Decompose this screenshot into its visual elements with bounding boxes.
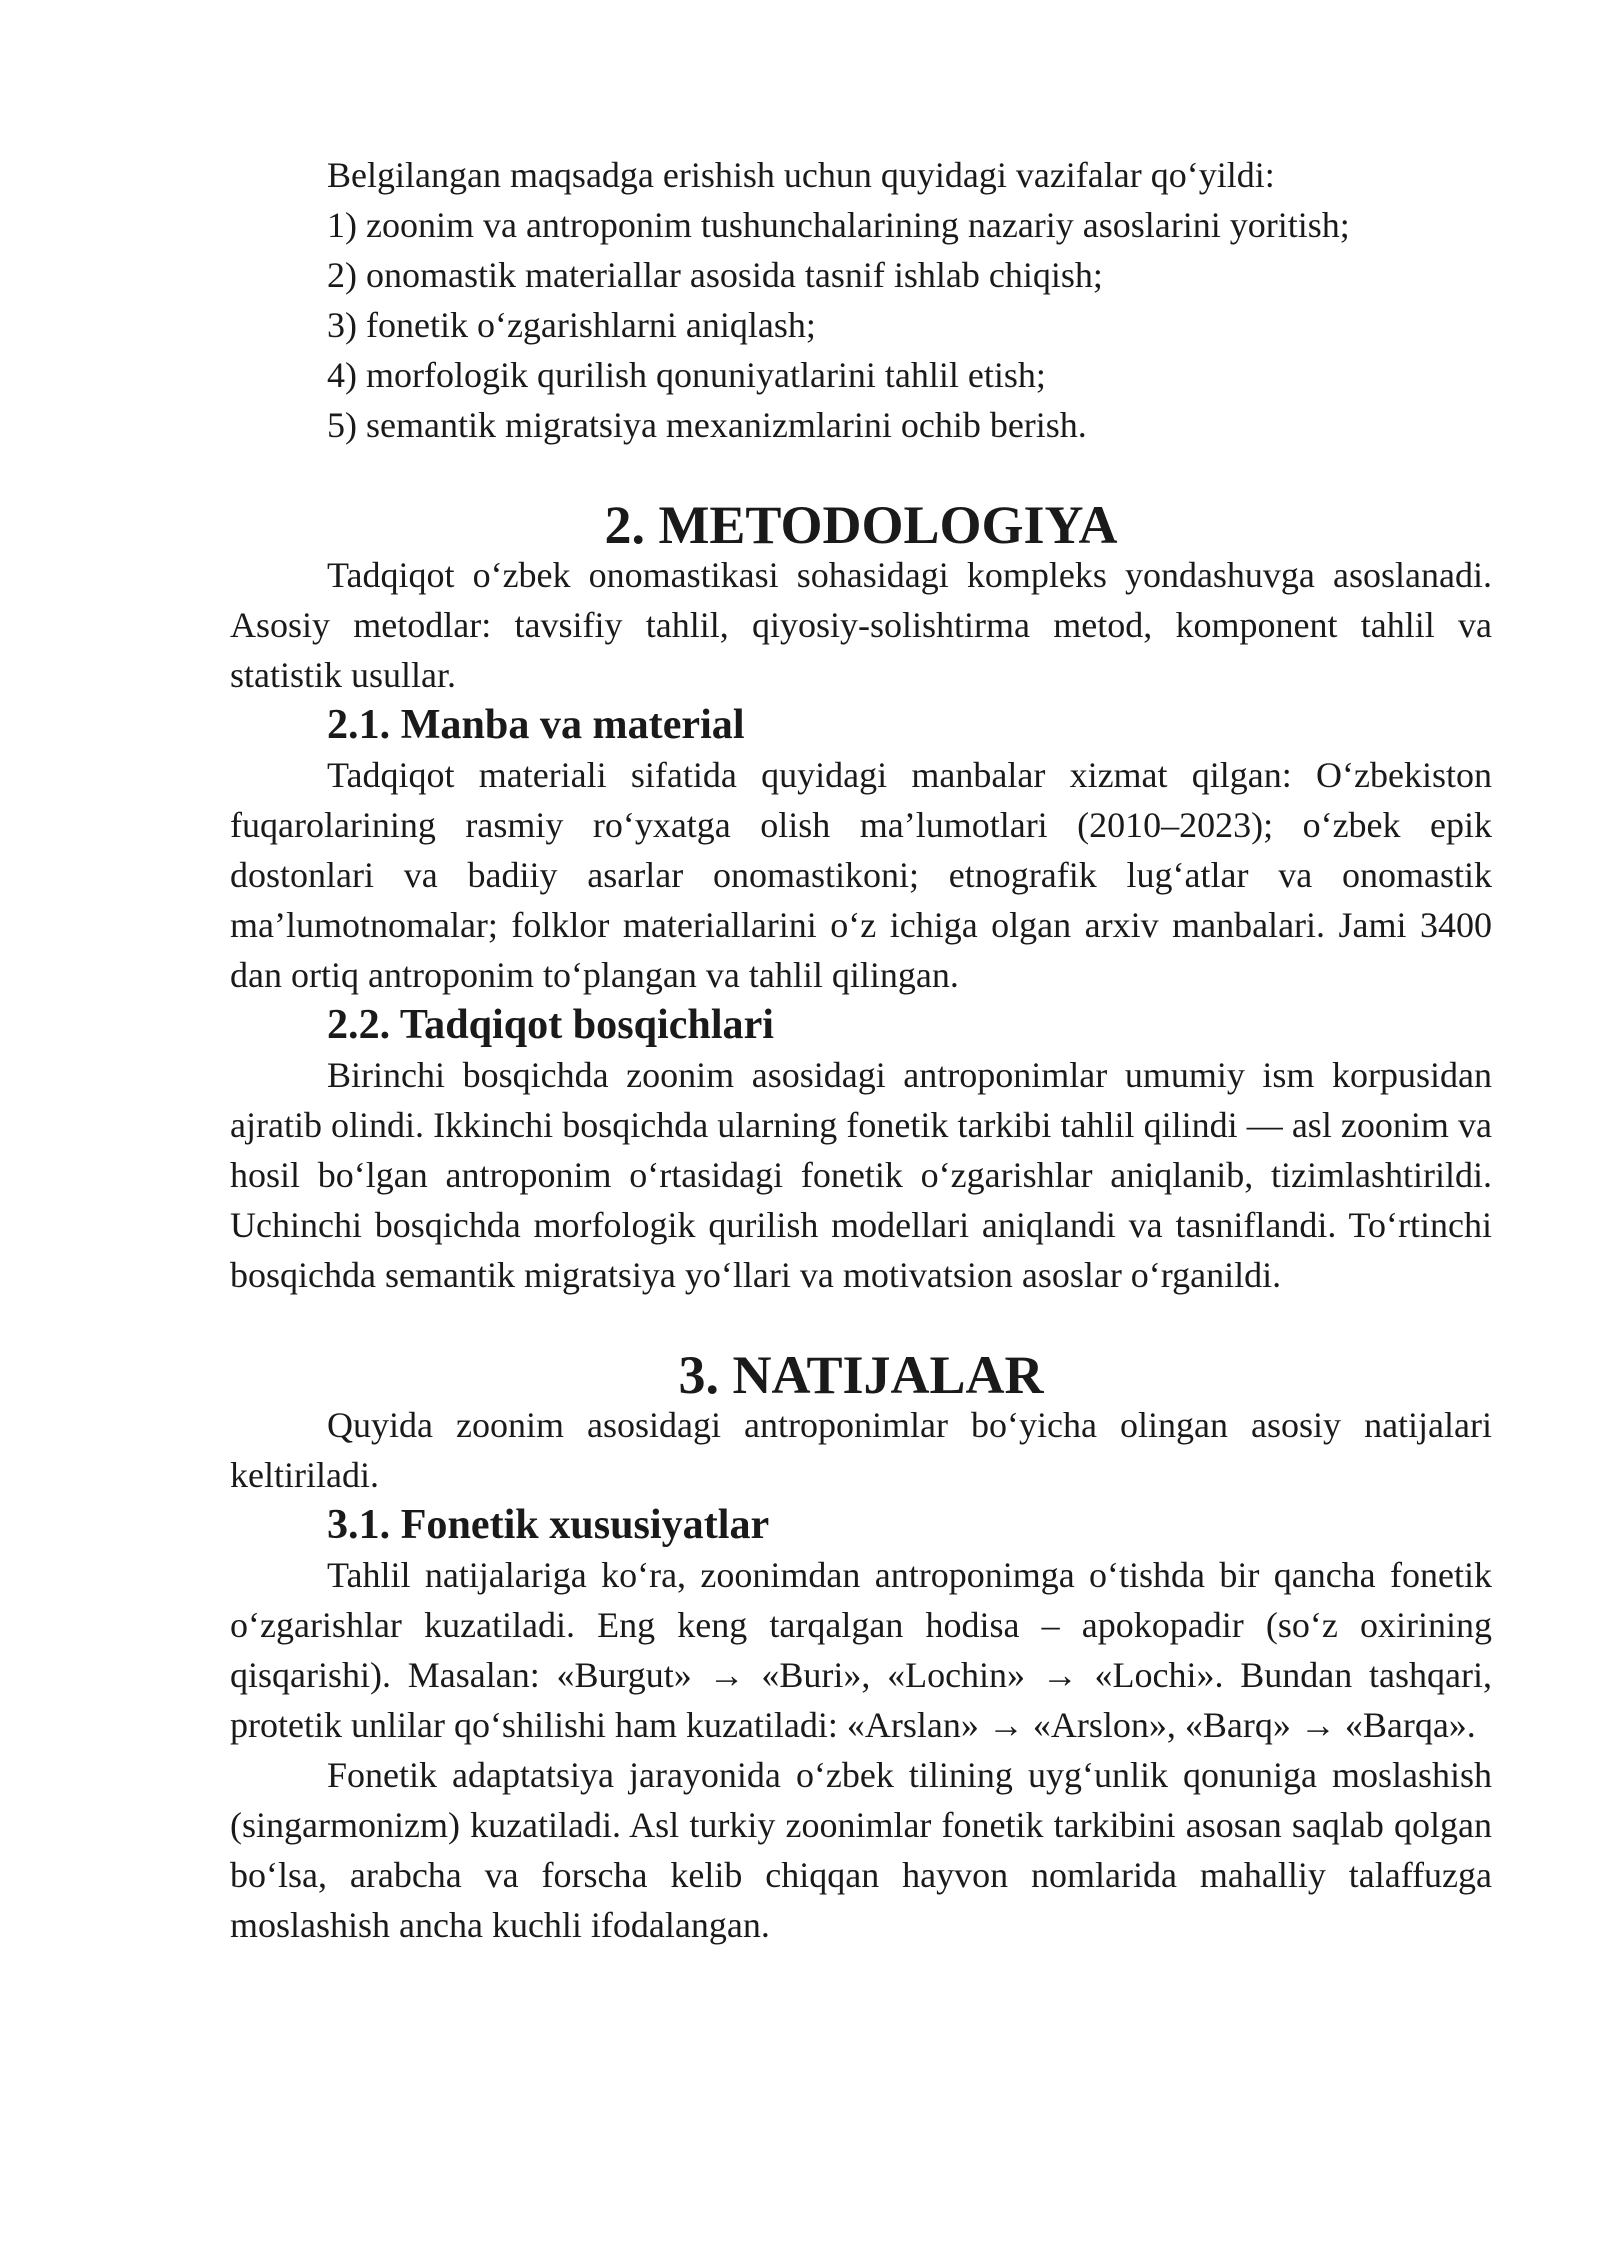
tasks-lead: Belgilangan maqsadga erishish uchun quyidagi vazifalar qo‘yildi: [327,155,1275,195]
results-intro-paragraph: Quyida zoonim asosidagi antroponimlar bo‘yicha olingan asosiy natijalari keltiriladi. [230,1405,1492,1495]
phonetic-paragraph-1: Tahlil natijalariga ko‘ra, zoonimdan antroponimga o‘tishda bir qancha fonetik o‘zgarishlar kuzatiladi. Eng keng tarqalgan hodisa – apokopadir (so‘z oxirining qisqarishi). Masalan: «Burgut» → «Buri», «Lochin» → «Lochi». Bundan tashqari, protetik unlilar qo‘shilishi ham kuzatiladi: «Arslan» → «Arslon», «Barq» → «Barqa». [230,1555,1492,1745]
task-item-4: 4) morfologik qurilish qonuniyatlarini tahlil etish; [327,355,1046,395]
phonetic-paragraph-2: Fonetik adaptatsiya jarayonida o‘zbek tilining uyg‘unlik qonuniga moslashish (singarmonizm) kuzatiladi. Asl turkiy zoonimlar fonetik tarkibini asosan saqlab qolgan bo‘lsa, arabcha va forscha kelib chiqqan hayvon nomlarida mahalliy talaffuzga moslashish ancha kuchli ifodalangan. [230,1755,1492,1945]
task-item-3: 3) fonetik o‘zgarishlarni aniqlash; [327,305,816,345]
stages-paragraph: Birinchi bosqichda zoonim asosidagi antroponimlar umumiy ism korpusidan ajratib olindi. Ikkinchi bosqichda ularning fonetik tarkibi tahlil qilindi — asl zoonim va hosil bo‘lgan antroponim o‘rtasidagi fonetik o‘zgarishlar aniqlanib, tizimlashtirildi. Uchinchi bosqichda morfologik qurilish modellari aniqlandi va tasniflandi. To‘rtinchi bosqichda semantik migratsiya yo‘llari va motivatsion asoslar o‘rganildi. [230,1055,1492,1295]
methodology-intro-paragraph: Tadqiqot o‘zbek onomastikasi sohasidagi kompleks yondashuvga asoslanadi. Asosiy metodlar: tavsifiy tahlil, qiyosiy-solishtirma metod, komponent tahlil va statistik usullar. [230,555,1492,695]
task-item-1: 1) zoonim va antroponim tushunchalarining nazariy asoslarini yoritish; [327,205,1350,245]
document-page [230,150,1492,1950]
task-item-2: 2) onomastik materiallar asosida tasnif ishlab chiqish; [327,255,1103,295]
section-heading-methodology: 2. METODOLOGIYA [604,495,1118,555]
sources-paragraph: Tadqiqot materiali sifatida quyidagi manbalar xizmat qilgan: O‘zbekiston fuqarolarining rasmiy ro‘yxatga olish ma’lumotlari (2010–2023); o‘zbek epik dostonlari va badiiy asarlar onomastikoni; etnografik lug‘atlar va onomastik ma’lumotnomalar; folklor materiallarini o‘z ichiga olgan arxiv manbalari. Jami 3400 dan ortiq antroponim to‘plangan va tahlil qilingan. [230,755,1492,995]
section-heading-results: 3. NATIJALAR [678,1345,1044,1405]
subsection-heading-stages: 2.2. Tadqiqot bosqichlari [327,1001,774,1048]
subsection-heading-phonetic: 3.1. Fonetik xususiyatlar [327,1501,770,1548]
task-item-5: 5) semantik migratsiya mexanizmlarini ochib berish. [327,405,1087,445]
subsection-heading-sources: 2.1. Manba va material [327,701,745,748]
